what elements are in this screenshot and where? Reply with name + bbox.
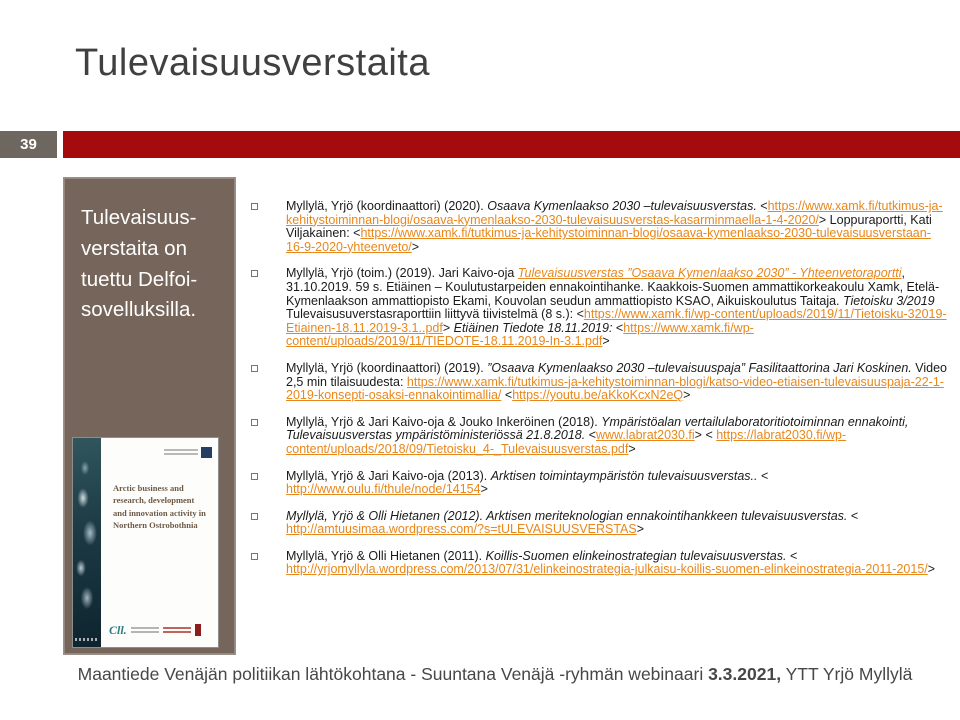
hyperlink[interactable]: https://labrat2030.fi/wp-content/uploads/2018/09/Tietoisku_4-_Tulevaisuusverstas.pdf (286, 428, 847, 456)
reference-text: Tietoisku 3/2019 (843, 293, 935, 308)
hyperlink[interactable]: https://youtu.be/aKkoKcxN2eQ (512, 388, 684, 403)
hyperlink[interactable]: https://www.xamk.fi/wp-content/uploads/2019/11/Tietoisku-32019-Etiainen-18.11.2019-3.1..pdf (286, 307, 947, 335)
references-list (247, 200, 948, 590)
reference-text: < (612, 320, 624, 335)
reference-text: Myllylä, Yrjö & Olli Hietanen (2011). (286, 548, 486, 563)
reference-text: > (683, 388, 691, 403)
hyperlink[interactable]: https://www.xamk.fi/tutkimus-ja-kehitystoiminnan-blogi/katso-video-etiaisen-tulevaisuuspaja-22-1-2019-konsepti-osaksi-ennakointimallia/ (286, 374, 944, 403)
footer-post: YTT Yrjö Myllylä (781, 664, 913, 684)
reference-item (247, 200, 948, 254)
square-bullet-icon (251, 365, 258, 372)
hyperlink[interactable]: http://amtuusimaa.wordpress.com/?s=tULEVAISUUSVERSTAS (286, 522, 637, 537)
reference-text: Tulevaisusuverstasraporttiin liittyvä tiivistelmä (8 s.): < (286, 307, 584, 322)
cover-ice-photo (73, 438, 101, 647)
footer-pre: Maantiede Venäjän politiikan lähtökohtana - Suuntana Venäjä -ryhmän webinaari (77, 664, 709, 684)
reference-text: > < (694, 428, 717, 443)
square-bullet-icon (251, 419, 258, 426)
reference-text: > (411, 239, 420, 254)
reference-item (247, 510, 948, 537)
reference-text: < (585, 428, 596, 443)
footer-text (30, 664, 960, 685)
reference-text: Osaava Kymenlaakso 2030 –tulevaisuusverstas. (487, 199, 757, 213)
square-bullet-icon (251, 203, 258, 210)
publisher-logo-text-lines (164, 447, 198, 457)
reference-text: < (756, 199, 768, 213)
reference-text: Myllylä, Yrjö (koordinaattori) (2020). (286, 199, 488, 213)
hyperlink[interactable]: https://www.xamk.fi/tutkimus-ja-kehitystoiminnan-blogi/osaava-kymenlaakso-2030-tulevaisuusverstaan-16-9-2020-yhteenveto/ (286, 226, 931, 254)
reference-text: Myllylä, Yrjö (toim.) (2019). Jari Kaivo-oja (286, 266, 518, 281)
publisher-logo-icon (201, 447, 212, 458)
square-bullet-icon (251, 553, 258, 560)
book-cover (72, 437, 219, 648)
reference-text: Myllylä, Yrjö & Jari Kaivo-oja (2013). (286, 468, 491, 483)
reference-text: Arktisen toimintaympäristön tulevaisuusverstas.. (490, 468, 758, 483)
reference-item (247, 470, 948, 497)
reference-text: Myllylä, Yrjö & Olli Hietanen (2012). Arktisen meriteknologian ennakointihankkeen tulevaisuusverstas. (286, 508, 848, 523)
reference-item (247, 267, 948, 349)
council-logo-text-lines (163, 625, 191, 635)
reference-text: Myllylä, Yrjö & Jari Kaivo-oja & Jouko Inkeröinen (2018). (286, 414, 602, 429)
reference-text: > (480, 482, 488, 497)
reference-text: > (927, 562, 936, 577)
reference-text: Ympäristöalan vertailulaboratoritiotoiminnan ennakointi, Tulevaisuusverstas ympäristöministeriössä 21.8.2018. (286, 414, 909, 443)
reference-item (247, 416, 948, 457)
hyperlink[interactable]: Tulevaisuusverstas ”Osaava Kymenlaakso 2030” - Yhteenvetoraportti (517, 266, 902, 281)
reference-text: > (636, 522, 645, 537)
reference-text: Video 2,5 min tilaisuudesta: (286, 360, 947, 389)
cover-photo-caption (75, 638, 99, 641)
sidebar-panel (63, 177, 236, 655)
square-bullet-icon (251, 270, 258, 277)
cll-logo-text-lines (131, 625, 159, 635)
reference-text: < (501, 388, 513, 403)
square-bullet-icon (251, 513, 258, 520)
square-bullet-icon (251, 473, 258, 480)
reference-text: Myllylä, Yrjö (koordinaattori) (2019). (286, 360, 488, 375)
reference-text: > (628, 441, 636, 456)
accent-bar (63, 131, 960, 158)
reference-text: < (757, 468, 769, 483)
cll-logo: Cll. (109, 623, 127, 637)
slide-title: Tulevaisuusverstaita (75, 42, 430, 84)
reference-text: > (442, 320, 454, 335)
publisher-mini-logo (164, 447, 212, 458)
reference-item (247, 362, 948, 403)
reference-text: Koillis-Suomen elinkeinostrategian tulevaisuusverstas. (485, 548, 787, 563)
book-cover-title: Arctic business and research, development and innovation activity in Northern Ostrobothnia (113, 483, 206, 530)
reference-text: Etiäinen Tiedote 18.11.2019: (453, 320, 613, 335)
reference-text: ”Osaava Kymenlaakso 2030 –tulevaisuuspaja” Fasilitaattorina Jari Koskinen. (487, 360, 912, 375)
cover-logo-row (109, 624, 213, 636)
hyperlink[interactable]: http://www.oulu.fi/thule/node/14154 (286, 482, 481, 497)
hyperlink[interactable]: www.labrat2030.fi (596, 428, 695, 443)
reference-text: < (786, 548, 798, 563)
reference-item (247, 550, 948, 577)
reference-text: > Loppuraportti, Kati Viljakainen: < (286, 212, 932, 241)
hyperlink[interactable]: http://yrjomyllyla.wordpress.com/2013/07/31/elinkeinostrategia-julkaisu-koillis-suomen-elinkeinostrategia-2011-2015/ (286, 562, 928, 577)
page-number-badge (0, 131, 57, 158)
page-number: 39 (20, 136, 37, 153)
reference-text: , 31.10.2019. 59 s. Etiäinen – Koulutustarpeiden ennakointihanke. Kaakkois-Suomen ammattikorkeakoulu Xamk, Etelä-Kymenlaakson ammattiopisto Ekami, Kouvolan seudun ammattiopisto KSAO, Aikuiskoulutus Taitaja. (286, 266, 940, 308)
footer-date: 3.3.2021, (708, 664, 782, 684)
council-logo-icon (195, 624, 201, 636)
hyperlink[interactable]: https://www.xamk.fi/tutkimus-ja-kehitystoiminnan-blogi/osaava-kymenlaakso-2030-tulevaisuusverstas-kasarminmaella-1-4-2020/ (286, 199, 943, 227)
header-band (0, 131, 960, 158)
reference-text: > (602, 334, 610, 349)
sidebar-caption: Tulevaisuus-verstaita on tuettu Delfoi-sovelluksilla. (81, 206, 198, 322)
hyperlink[interactable]: https://www.xamk.fi/wp-content/uploads/2019/11/TIEDOTE-18.11.2019-In-3.1.pdf (286, 320, 754, 349)
reference-text: < (847, 508, 859, 523)
